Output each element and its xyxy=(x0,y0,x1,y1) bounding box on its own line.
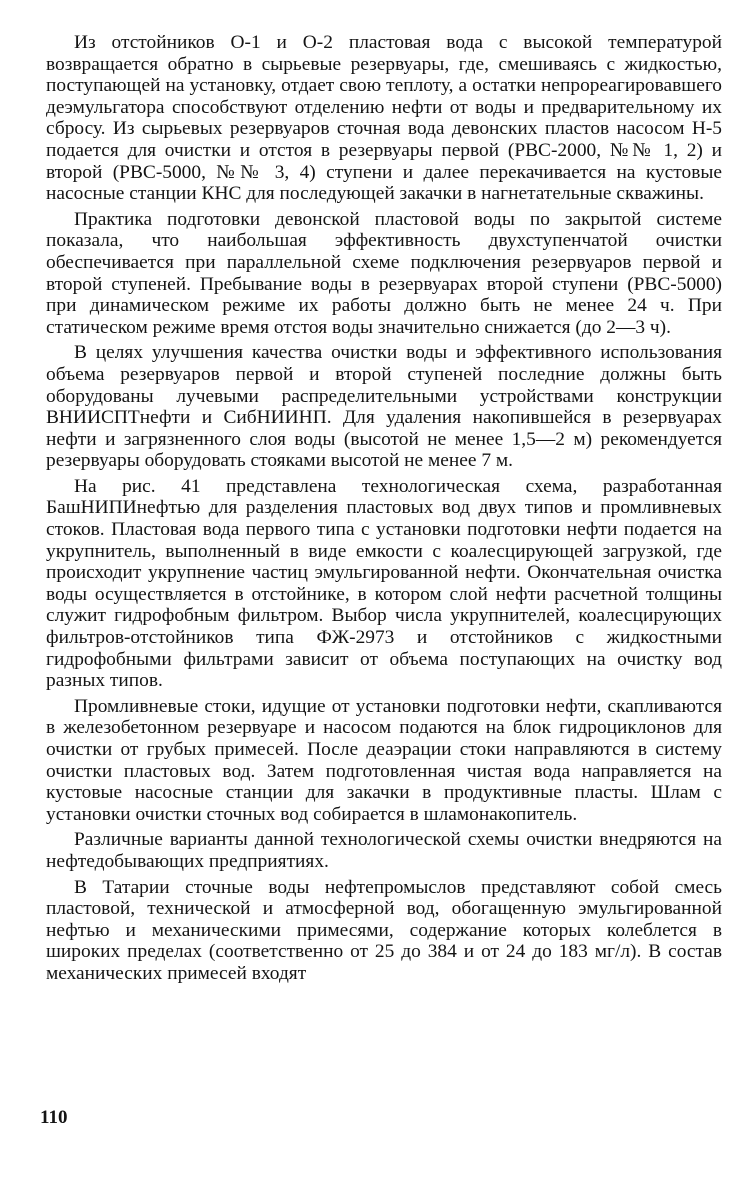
paragraph-1: Из отстойников О-1 и О-2 пластовая вода с высокой температурой возвращается обратно в сырьевые резервуары, где, смешиваясь с жидкостью, поступающей на установку, отдает свою теплоту, а остатки непрореагировавшего деэмульгатора способствуют отделению нефти от воды и предварительному их сбросу. Из сырьевых резервуаров сточная вода девонских пластов насосом Н-5 подается для очистки и отстоя в резервуары первой (РВС-2000, №№ 1, 2) и второй (РВС-5000, №№ 3, 4) ступени и далее перекачивается на кустовые насосные станции КНС для последующей закачки в нагнетательные скважины. xyxy=(46,32,722,205)
paragraph-7: В Татарии сточные воды нефтепромыслов представляют собой смесь пластовой, технической и атмосферной вод, обогащенную эмульгированной нефтью и механическими примесями, содержание которых колеблется в широких пределах (соответственно от 25 до 384 и от 24 до 183 мг/л). В состав механических примесей входят xyxy=(46,876,722,984)
paragraph-3: В целях улучшения качества очистки воды и эффективного использования объема резервуаров первой и второй ступеней последние должны быть оборудованы лучевыми распределительными устройствами конструкции ВНИИСПТнефти и СибНИИНП. Для удаления накопившейся в резервуарах нефти и загрязненного слоя воды (высотой не менее 1,5—2 м) рекомендуется резервуары оборудовать стояками высотой не менее 7 м. xyxy=(46,342,722,472)
paragraph-4: На рис. 41 представлена технологическая схема, разработанная БашНИПИнефтью для разделения пластовых вод двух типов и промливневых стоков. Пластовая вода первого типа с установки подготовки нефти подается на укрупнитель, выполненный в виде емкости с коалесцирующей загрузкой, где происходит укрупнение частиц эмульгированной нефти. Окончательная очистка воды осуществляется в отстойнике, в котором слой нефти расчетной толщины служит гидрофобным фильтром. Выбор числа укрупнителей, коалесцирующих фильтров-отстойников типа ФЖ-2973 и отстойников с жидкостными гидрофобными фильтрами зависит от объема поступающих на очистку вод разных типов. xyxy=(46,475,722,692)
paragraph-5: Промливневые стоки, идущие от установки подготовки нефти, скапливаются в железобетонном резервуаре и насосом подаются на блок гидроциклонов для очистки от грубых примесей. После деаэрации стоки направляются в систему очистки пластовых вод. Затем подготовленная чистая вода направляется на кустовые насосные станции для закачки в продуктивные пласты. Шлам с установки очистки сточных вод собирается в шламонакопитель. xyxy=(46,695,722,825)
paragraph-2: Практика подготовки девонской пластовой воды по закрытой системе показала, что наибольшая эффективность двухступенчатой очистки обеспечивается при параллельной схеме подключения резервуаров первой и второй ступеней. Пребывание воды в резервуарах второй ступени (РВС-5000) при динамическом режиме их работы должно быть не менее 24 ч. При статическом режиме время отстоя воды значительно снижается (до 2—3 ч). xyxy=(46,208,722,338)
page-number: 110 xyxy=(40,1107,68,1128)
paragraph-6: Различные варианты данной технологической схемы очистки внедряются на нефтедобывающих предприятиях. xyxy=(46,829,722,872)
page-body xyxy=(46,32,722,989)
